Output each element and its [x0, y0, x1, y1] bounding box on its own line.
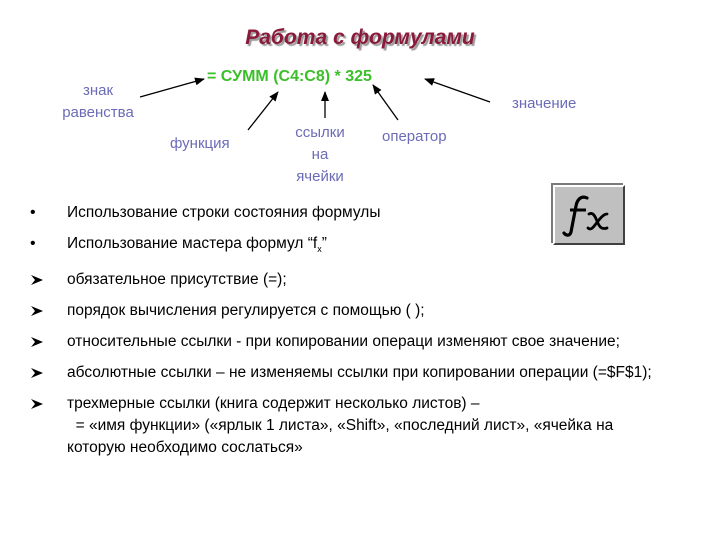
list-item — [30, 269, 670, 291]
list-item — [30, 331, 670, 353]
callout-function: функция — [170, 135, 230, 152]
bullet-text: Использование строки состояния формулы — [67, 204, 381, 221]
arrow-to-operator — [373, 85, 398, 120]
callout-refs-line3: ячейки — [296, 168, 344, 185]
bullet-text: порядок вычисления регулируется с помощью ( ); — [67, 302, 425, 320]
list-item — [30, 300, 670, 322]
formula-example: = СУММ (С4:С8) * 325 — [207, 68, 372, 85]
bullet-dot-icon: • — [30, 204, 36, 221]
callout-value: значение — [512, 95, 577, 112]
arrow-bullet-icon — [30, 362, 50, 379]
bullet-text: относительные ссылки - при копировании операци изменяют свое значение; — [67, 333, 620, 351]
bullet-list — [30, 202, 670, 468]
arrow-to-function — [248, 92, 278, 130]
arrow-bullet-icon — [30, 331, 50, 348]
bullet-text: абсолютные ссылки – не изменяемы ссылки при копировании операции (=$F$1); — [67, 364, 652, 382]
arrow-bullet-icon — [30, 269, 50, 286]
list-item — [30, 393, 670, 459]
arrow-to-equals — [140, 79, 204, 97]
list-item — [30, 202, 670, 224]
callout-operator: оператор — [382, 128, 447, 145]
bullet-text: обязательное присутствие (=); — [67, 271, 287, 289]
arrow-to-value — [425, 79, 490, 102]
bullet-text-line1: трехмерные ссылки (книга содержит несколько листов) – — [67, 395, 480, 413]
bullet-text — [67, 393, 670, 459]
callout-sign-line2: равенства — [62, 104, 134, 121]
bullet-text — [67, 235, 327, 255]
bullet-dot-icon: • — [30, 235, 36, 252]
callout-refs-line2: на — [311, 146, 329, 163]
list-item — [30, 362, 670, 384]
slide-title: Работа с формулами — [245, 26, 475, 49]
bullet-text-end: ” — [321, 235, 327, 252]
bullet-text-subscript: x — [317, 244, 322, 255]
bullet-text-main: Использование мастера формул “f — [67, 235, 318, 252]
arrow-bullet-icon — [30, 393, 50, 410]
bullet-text-line2: = «имя функции» («ярлык 1 листа», «Shift», «последний лист», «ячейка на которую необходимо сослаться» — [67, 417, 618, 457]
list-item — [30, 233, 670, 260]
callout-sign-line1: знак — [82, 82, 114, 99]
callout-refs-line1: ссылки — [295, 124, 345, 141]
arrow-bullet-icon — [30, 300, 50, 317]
